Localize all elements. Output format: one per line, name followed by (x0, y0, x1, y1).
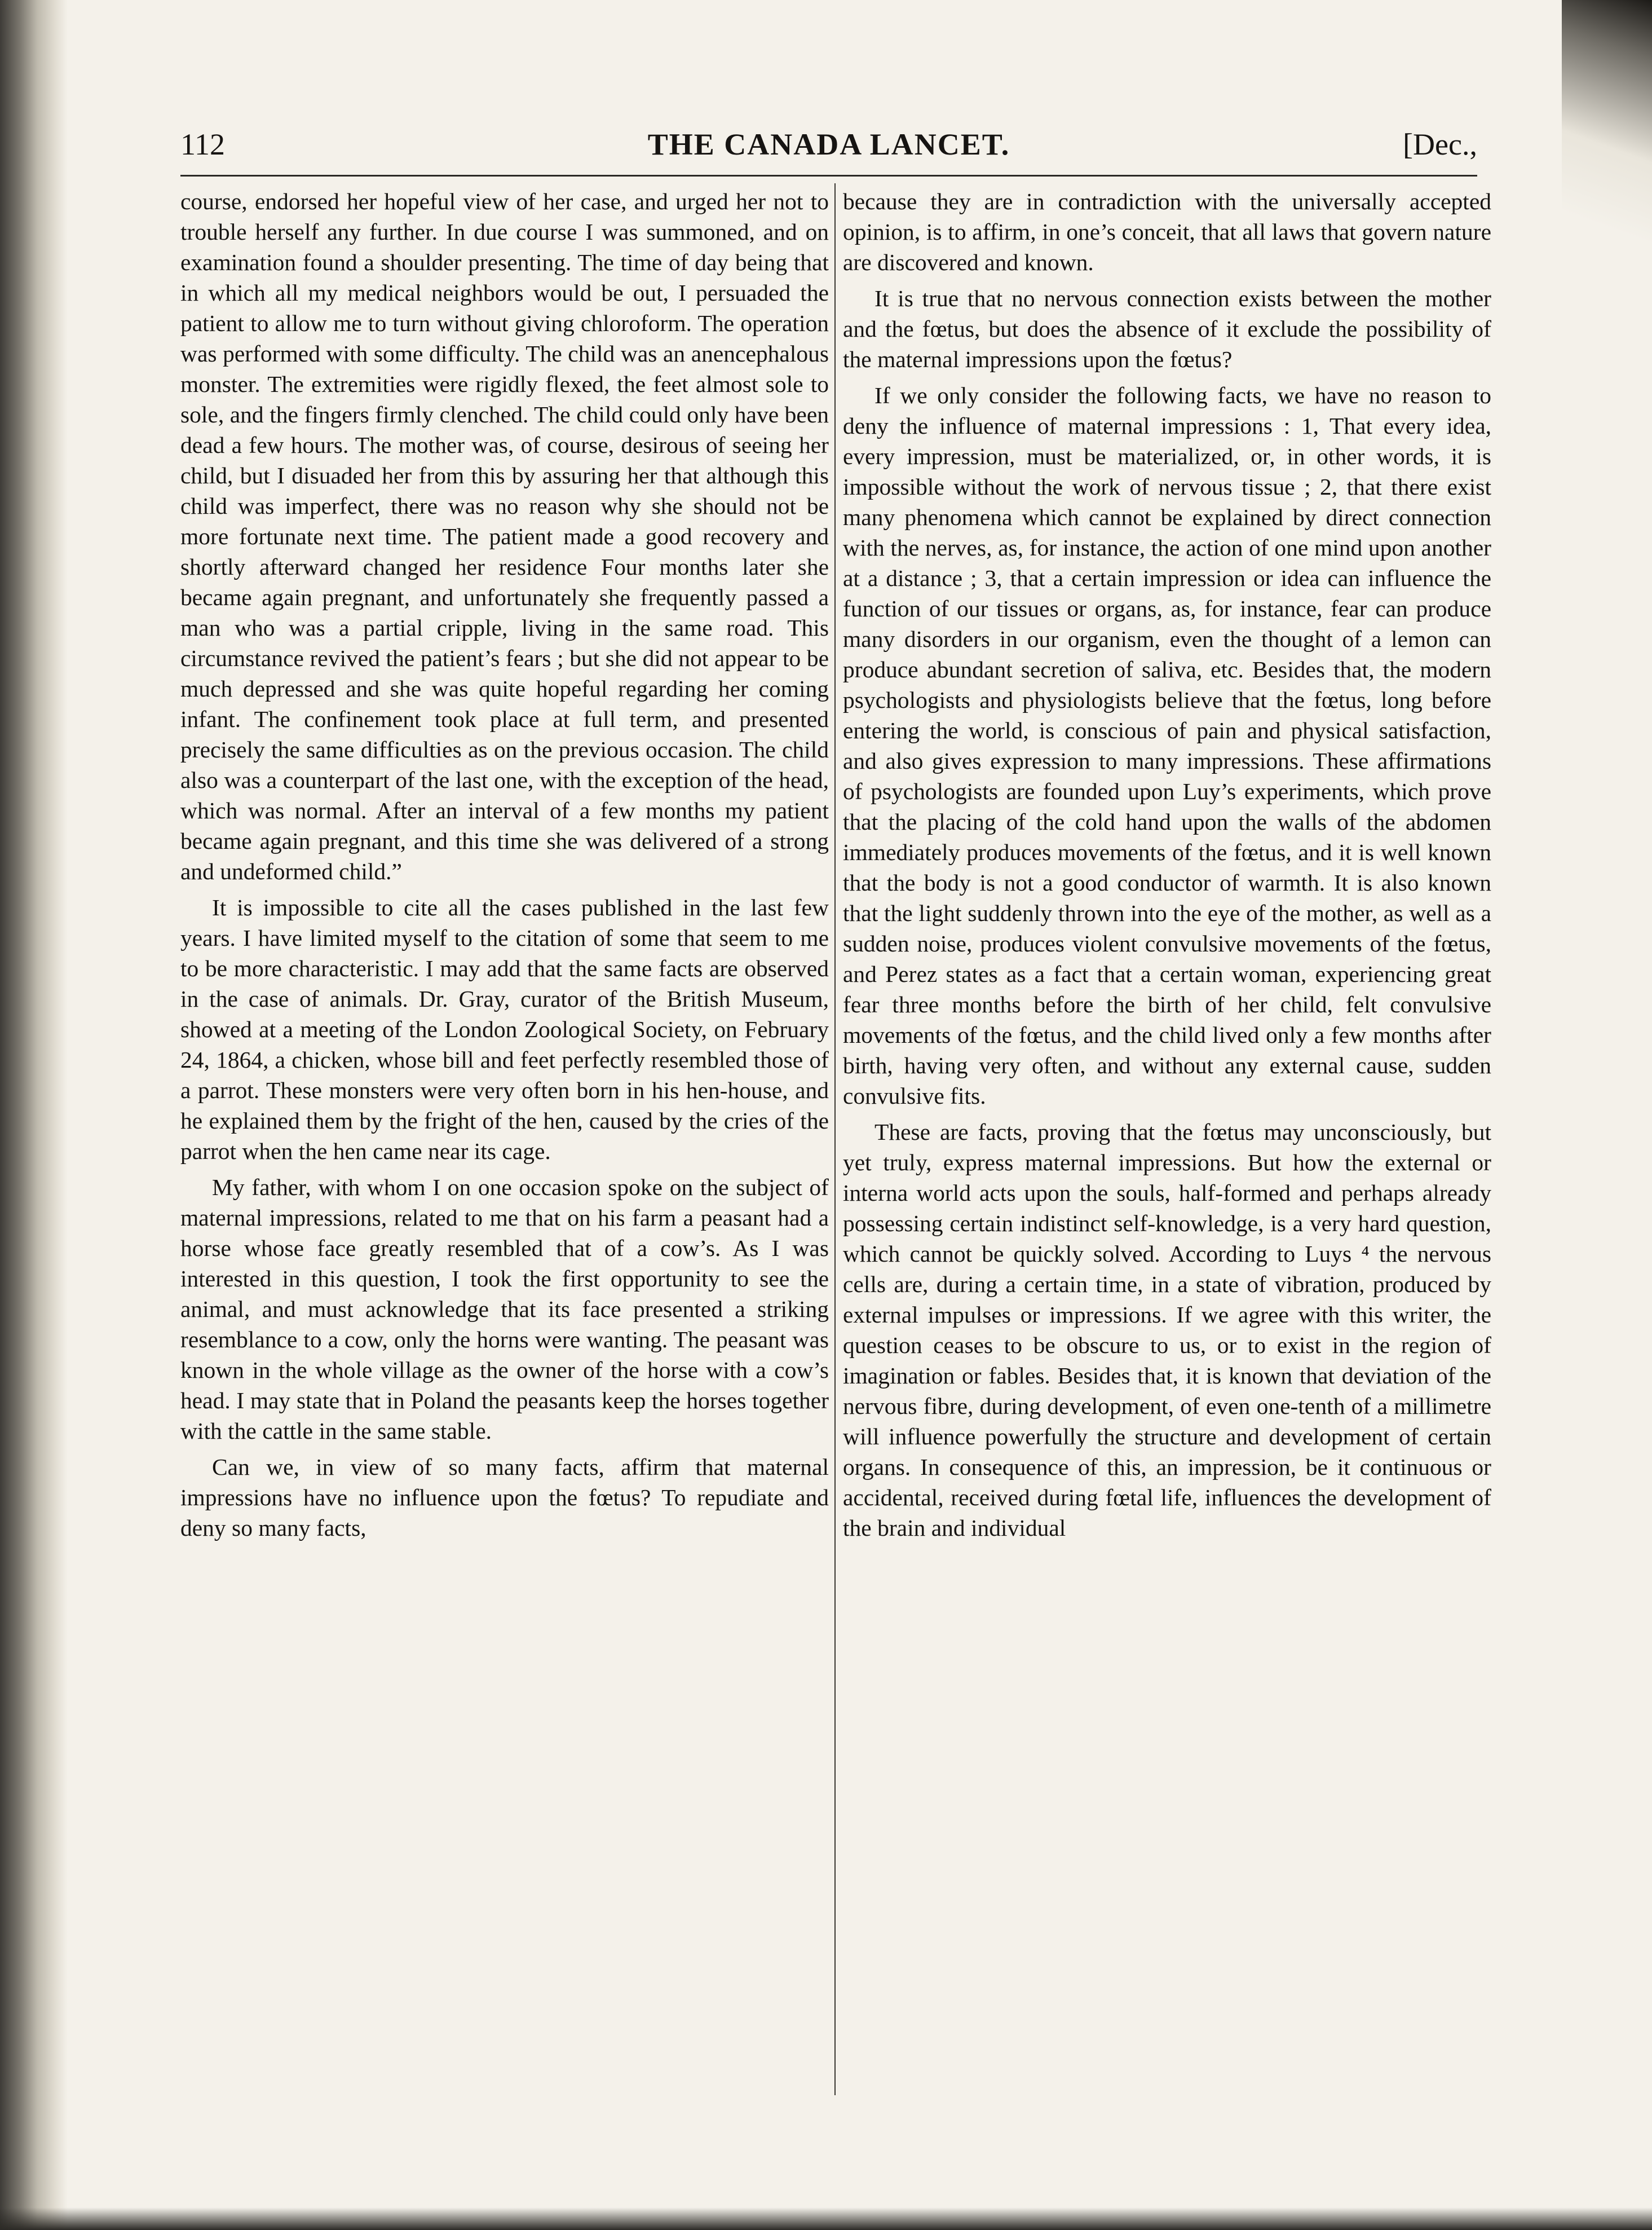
journal-title: THE CANADA LANCET. (647, 127, 1010, 161)
right-column (843, 186, 1491, 1549)
left-paragraph-2: It is impossible to cite all the cases published in the last few years. I have limited myself to the citation of some that seem to me to be more characteristic. I may add that the same facts are observed in the case of animals. Dr. Gray, curator of the British Museum, showed at a meeting of the London Zoological Society, on February 24, 1864, a chicken, whose bill and feet perfectly resembled those of a parrot. These monsters were very often born in his hen-house, and he explained them by the fright of the hen, caused by the cries of the parrot when the hen came near its cage. (180, 894, 829, 1164)
left-paragraph-4: Can we, in view of so many facts, affirm that maternal impressions have no influence upon the fœtus? To repudiate and deny so many facts, (180, 1454, 829, 1541)
page-bottom-shadow (0, 2207, 1652, 2230)
right-paragraph-4: These are facts, proving that the fœtus may unconsciously, but yet truly, express maternal impressions. But how the external or interna world acts upon the souls, half-formed and perhaps already possessing certain indistinct self-knowledge, is a very hard question, which cannot be quickly solved. According to Luys ⁴ the nervous cells are, during a certain time, in a state of vibration, produced by external impulses or impressions. If we agree with this writer, the question ceases to be obscure to us, or to exist in the region of imagination or fables. Besides that, it is known that deviation of the nervous fibre, during development, of even one-tenth of a millimetre will influence powerfully the structure and development of certain organs. In consequence of this, an impression, be it continuous or accidental, received during fœtal life, influences the development of the brain and individual (843, 1119, 1491, 1541)
left-column (180, 186, 829, 1549)
page-binding-shadow (0, 0, 68, 2230)
running-header (180, 127, 1477, 178)
column-divider (834, 183, 836, 2095)
right-paragraph-1: because they are in contradiction with the universally accepted opinion, is to affirm, in one’s conceit, that all laws that govern nature are discovered and known. (843, 188, 1491, 275)
page-corner-shadow (1562, 0, 1652, 293)
right-paragraph-3: If we only consider the following facts, we have no reason to deny the influence of maternal impressions : 1, That every idea, every impression, must be materialized, or, in other words, it is impossible without the work of nervous tissue ; 2, that there exist many phenomena which cannot be explained by direct connection with the nerves, as, for instance, the action of one mind upon another at a distance ; 3, that a certain impression or idea can influence the function of our tissues or organs, as, for instance, fear can produce many disorders in our organism, even the thought of a lemon can produce abundant secretion of saliva, etc. Besides that, the modern psychologists and physiologists believe that the fœtus, long before entering the world, is conscious of pain and physical satisfaction, and also gives expression to many impressions. These affirmations of psychologists are founded upon Luy’s experiments, which prove that the placing of the cold hand upon the walls of the abdomen immediately produces movements of the fœtus, and it is well known that the body is not a good conductor of warmth. It is also known that the light suddenly thrown into the eye of the mother, as well as a sudden noise, produces violent convulsive movements of the fœtus, and Perez states as a fact that a certain woman, experiencing great fear three months before the birth of her child, felt convulsive movements of the fœtus, and the child lived only a few months after birth, having very often, and without any external cause, sudden convulsive fits. (843, 382, 1491, 1109)
left-paragraph-3: My father, with whom I on one occasion spoke on the subject of maternal impressions, related to me that on his farm a peasant had a horse whose face greatly resembled that of a cow’s. As I was interested in this question, I took the first opportunity to see the animal, and must acknowledge that its face presented a striking resemblance to a cow, only the horns were wanting. The peasant was known in the whole village as the owner of the horse with a cow’s head. I may state that in Poland the peasants keep the horses together with the cattle in the same stable. (180, 1174, 829, 1444)
page-number: 112 (180, 127, 225, 161)
header-rule (180, 175, 1477, 177)
left-paragraph-1: course, endorsed her hopeful view of her case, and urged her not to trouble herself any further. In due course I was summoned, and on examination found a shoulder presenting. The time of day being that in which all my medical neighbors would be out, I persuaded the patient to allow me to turn without giving chloroform. The operation was performed with some difficulty. The child was an anencephalous monster. The extremities were rigidly flexed, the feet almost sole to sole, and the fingers firmly clenched. The child could only have been dead a few hours. The mother was, of course, desirous of seeing her child, but I disuaded her from this by assuring her that although this child was imperfect, there was no reason why she should not be more fortunate next time. The patient made a good recovery and shortly afterward changed her residence Four months later she became again pregnant, and unfortunately she frequently passed a man who was a partial cripple, living in the same road. This circumstance revived the patient’s fears ; but she did not appear to be much depressed and she was quite hopeful regarding her coming infant. The confinement took place at full term, and presented precisely the same difficulties as on the previous occasion. The child also was a counterpart of the last one, with the exception of the head, which was normal. After an interval of a few months my patient became again pregnant, and this time she was delivered of a strong and undeformed child.” (180, 188, 829, 884)
issue-month: [Dec., (1403, 127, 1477, 161)
right-paragraph-2: It is true that no nervous connection exists between the mother and the fœtus, but does the absence of it exclude the possibility of the maternal impressions upon the fœtus? (843, 285, 1491, 372)
